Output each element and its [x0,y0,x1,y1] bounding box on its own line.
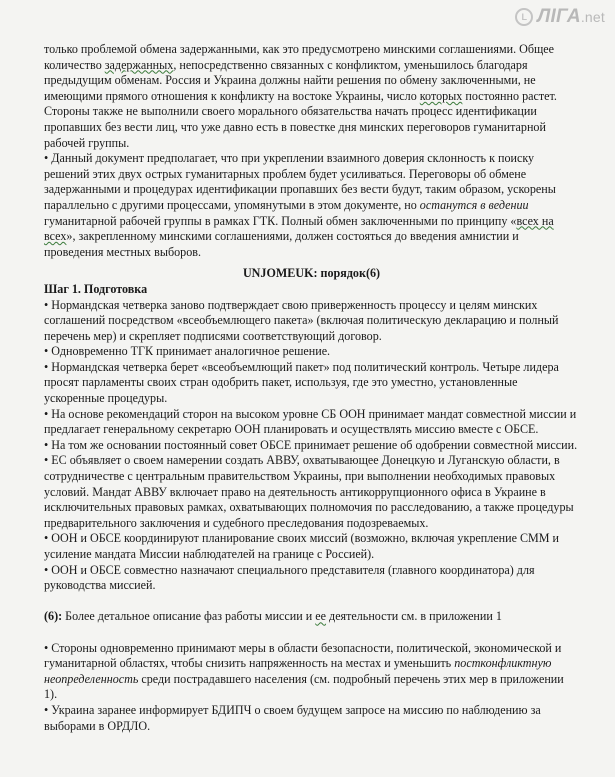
list-item: • Одновременно ТГК принимает аналогичное решение. [44,344,331,359]
list-item: • ЕС объявляет о своем намерении создать АВВУ, охватывающее Донецкую и Луганскую области, в сотрудничестве с центральным правительством Украины, при выполнении необходимых правовых условий. Мандат АВВУ включает право на деятельность антикоррупционного офиса в Украине в исключительных правовых рамках, охватывающих полномочия по расследованию, а также процедуры предварительного заключения и судебного преследования подозреваемых. [44,453,574,530]
paragraph-exchange: только проблемой обмена задержанными, как это предусмотрено минскими соглашениями. Общее количество задержанных, непосредственно связанных с конфликтом, уменьшилось благодаря предыдущим обменам. Россия и Украина должны найти решения по обмену заключенными, не имеющими прямого отношения к конфликту на востоке Украины, число которых постоянно растет. Стороны также не выполнили своего морального обязательства начать процесс идентификации пропавших без вести лиц, что уже давно есть в повестке дня минских переговоров гуманитарной рабочей группы. [44,42,557,150]
spacer [44,625,579,641]
list-item: • На том же основании постоянный совет ОБСЕ принимает решение об одобрении совместной миссии. [44,437,578,452]
list-item: • Нормандская четверка заново подтверждает свою приверженность процессу и целям минских соглашений посредством «всеобъемлющего пакета» (включая политическую декларацию и полный перечень мер) и скрепляет подписями соответствующий договор. [44,297,559,343]
spacer [44,594,579,610]
footnote-reference: (6): Более детальное описание фаз работы миссии и ее деятельности см. в приложении 1 [44,609,502,624]
list-item: • На основе рекомендаций сторон на высоком уровне СБ ООН принимает мандат совместной миссии и предлагает генеральному секретарю ООН планировать и осуществлять миссию вместе с ОБСЕ. [44,406,577,437]
list-item: • Стороны одновременно принимают меры в области безопасности, политической, экономической и гуманитарной областях, чтобы снизить напряженность на местах и уменьшить постконфликтную неопределенность среди пострадавшего населения (см. подробный перечень этих мер в приложении 1). [44,640,564,702]
logo-text: ЛІГА.net [537,6,605,27]
liga-net-logo [515,6,605,28]
document-body [44,42,579,734]
liga-logo-icon: L [515,8,533,26]
list-item: • Украина заранее информирует БДИПЧ о своем будущем запросе на миссию по наблюдению за выборами в ОРДЛО. [44,702,541,733]
list-item: • Нормандская четверка берет «всеобъемлющий пакет» под политический контроль. Четыре лидера просят парламенты своих стран одобрить пакет, используя, где это уместно, установленные ускоренные процедуры. [44,359,559,406]
list-item: • ООН и ОБСЕ координируют планирование своих миссий (возможно, включая укрепление СММ и усиление мандата Миссии наблюдателей на границе с Россией). [44,531,560,561]
step-title: Шаг 1. Подготовка [44,281,148,296]
list-item: • ООН и ОБСЕ совместно назначают специального представителя (главного координатора) для руководства миссией. [44,562,535,593]
paragraph-document-assumption: • Данный документ предполагает, что при укреплении взаимного доверия склонность к поиску решений этих двух острых гуманитарных проблем будет усиливаться. Переговоры об обмене задержанными и процедурах идентификации пропавших без вести будут, таким образом, ускорены параллельно с другими процессами, упомянутыми в этом документе, но останутся в ведении гуманитарной рабочей группы в рамках ГТК. Полный обмен заключенными по принципу «всех на всех», закрепленному минскими соглашениями, должен состояться до введения амнистии и проведения местных выборов. [44,151,556,259]
section-heading: UNJOMEUK: порядок(6) [242,266,381,281]
